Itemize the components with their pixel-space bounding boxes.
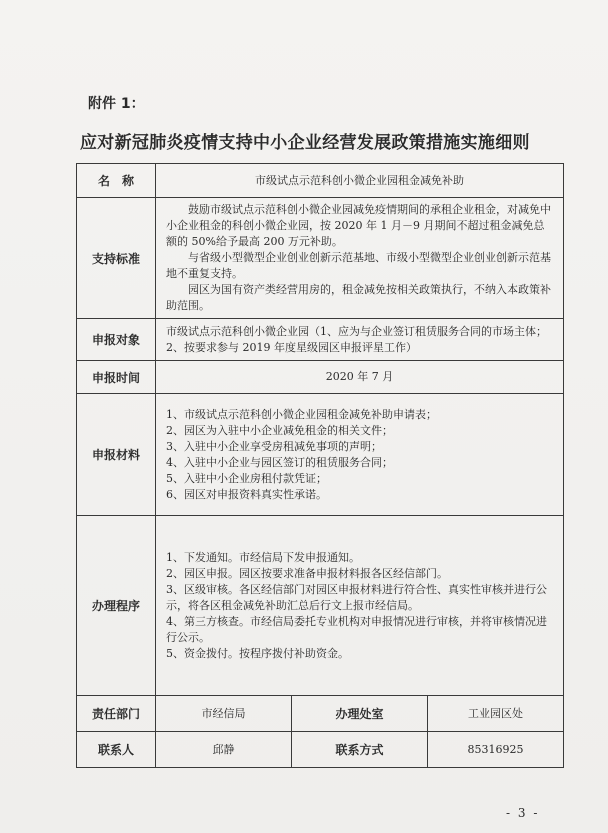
label-phone: 联系方式 [292,732,428,768]
material-item: 5、入驻中小企业房租付款凭证； [166,471,327,485]
material-item: 4、入驻中小企业与园区签订的租赁服务合同； [166,455,393,469]
value-target [156,319,564,361]
label-target: 申报对象 [77,319,156,361]
attachment-label: 附件 1： [88,96,145,112]
row-time [77,361,564,394]
value-dept: 市经信局 [156,696,292,732]
row-name [77,164,564,198]
label-contact: 联系人 [77,732,156,768]
row-target [77,319,564,361]
row-standard [77,198,564,319]
value-time: 2020 年 7 月 [156,361,564,394]
page-number: - 3 - [506,806,540,820]
page-title: 应对新冠肺炎疫情支持中小企业经营发展政策措施实施细则 [80,133,530,153]
value-phone: 85316925 [428,732,564,768]
material-item: 2、园区为入驻中小企业减免租金的相关文件； [166,423,393,437]
procedure-item: 5、资金拨付。按程序拨付补助资金。 [166,646,349,660]
row-dept [77,696,564,732]
procedure-item: 3、区级审核。各区经信部门对园区申报材料进行符合性、真实性审核并进行公示，将各区租金减免补助汇总后行文上报市经信局。 [166,582,547,612]
label-procedure: 办理程序 [77,516,156,696]
label-standard: 支持标准 [77,198,156,319]
material-item: 6、园区对申报资料真实性承诺。 [166,487,327,501]
value-materials [156,394,564,516]
policy-table [76,163,564,768]
label-time: 申报时间 [77,361,156,394]
label-dept: 责任部门 [77,696,156,732]
label-name: 名 称 [77,164,156,198]
material-item: 3、入驻中小企业享受房租减免事项的声明； [166,439,382,453]
value-name: 市级试点示范科创小微企业园租金减免补助 [156,164,564,198]
value-standard [156,198,564,319]
procedure-item: 4、第三方核查。市经信局委托专业机构对申报情况进行审核，并将审核情况进行公示。 [166,614,547,644]
procedure-item: 1、下发通知。市经信局下发申报通知。 [166,550,360,564]
value-contact: 邱静 [156,732,292,768]
label-materials: 申报材料 [77,394,156,516]
row-materials [77,394,564,516]
standard-paragraph: 鼓励市级试点示范科创小微企业园减免疫情期间的承租企业租金，对减免中小企业租金的科创小微企业园，按 2020 年 1 月－9 月期间不超过租金减免总额的 50%给予最高 200 万元补助。 [166,203,551,248]
value-office: 工业园区处 [428,696,564,732]
label-office: 办理处室 [292,696,428,732]
row-procedure [77,516,564,696]
material-item: 1、市级试点示范科创小微企业园租金减免补助申请表； [166,407,437,421]
standard-paragraph: 与省级小型微型企业创业创新示范基地、市级小型微型企业创业创新示范基地不重复支持。 [166,251,551,280]
row-contact [77,732,564,768]
target-text: 市级试点示范科创小微企业园（1、应为与企业签订租赁服务合同的市场主体；2、按要求参与 2019 年度星级园区申报评星工作） [166,324,547,354]
standard-paragraph: 园区为国有资产类经营用房的，租金减免按相关政策执行，不纳入本政策补助范围。 [166,283,551,312]
procedure-item: 2、园区申报。园区按要求准备申报材料报各区经信部门。 [166,566,448,580]
value-procedure [156,516,564,696]
